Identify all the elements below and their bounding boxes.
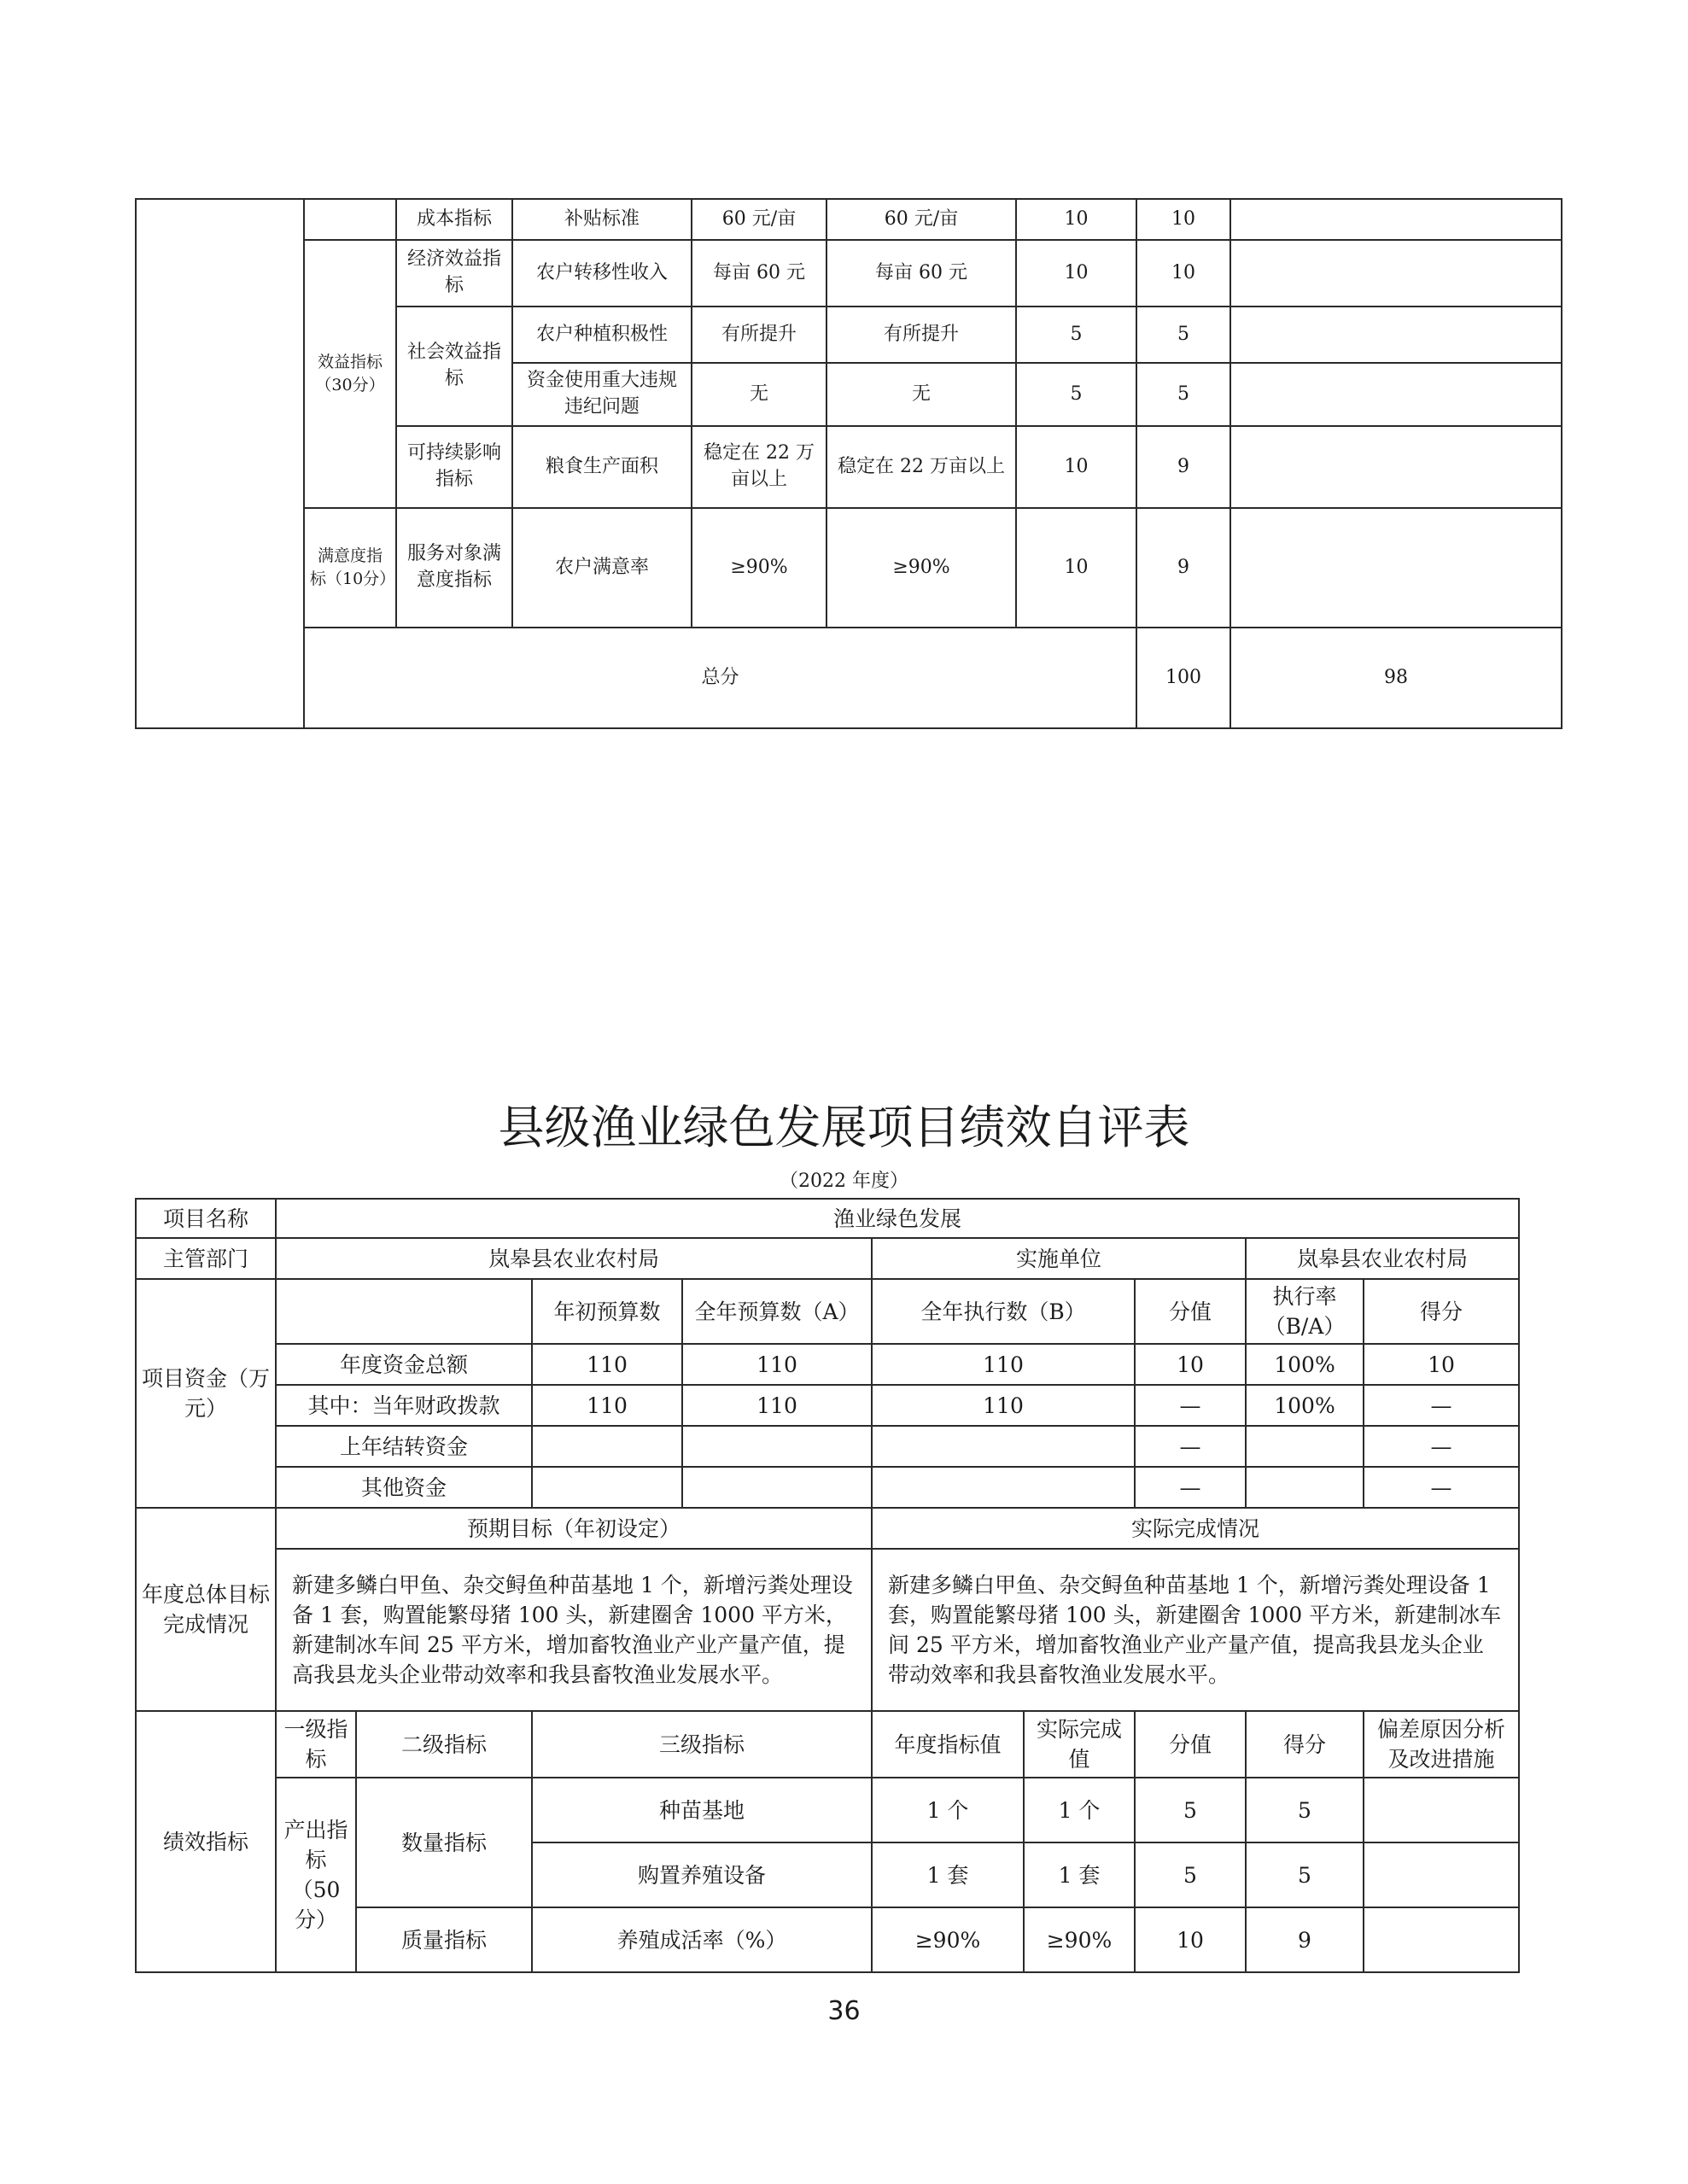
funds-cell: —: [1135, 1467, 1246, 1508]
funds-cell: —: [1364, 1426, 1519, 1467]
funds-cell: [1246, 1467, 1364, 1508]
evaluation-table-continued: [135, 198, 1562, 729]
page-number: 36: [827, 1996, 861, 2026]
perf-name: 购置养殖设备: [532, 1842, 872, 1907]
blank-cell: [136, 199, 304, 728]
indicator-name: 农户满意率: [512, 508, 692, 628]
funds-cell: [532, 1426, 682, 1467]
page-title: 县级渔业绿色发展项目绩效自评表: [498, 1101, 1190, 1154]
funds-row-name: 年度资金总额: [276, 1344, 532, 1385]
target-value: 无: [692, 363, 826, 426]
funds-cell: [872, 1426, 1135, 1467]
got-value: 10: [1136, 240, 1230, 307]
actual-label: 实际完成情况: [872, 1508, 1519, 1549]
actual-value: 有所提升: [826, 307, 1016, 363]
satisfaction-indicator-label: 满意度指标（10分）: [304, 508, 396, 628]
blank-cell: [304, 199, 396, 240]
table-row: [136, 1508, 1519, 1549]
funds-cell: 10: [1364, 1344, 1519, 1385]
table-row: [136, 1279, 1519, 1344]
funds-cell: 10: [1135, 1344, 1246, 1385]
funds-cell: 110: [872, 1385, 1135, 1426]
total-row: [136, 628, 1562, 728]
perf-level2: 质量指标: [356, 1907, 532, 1972]
funds-cell: [872, 1467, 1135, 1508]
indicator-level3: 服务对象满意度指标: [396, 508, 512, 628]
dept-label: 主管部门: [136, 1238, 276, 1279]
funds-cell: —: [1364, 1385, 1519, 1426]
perf-label: 绩效指标: [136, 1711, 276, 1972]
target-value: 每亩 60 元: [692, 240, 826, 307]
perf-score: 5: [1135, 1778, 1246, 1842]
perf-score: 5: [1135, 1842, 1246, 1907]
unit: 岚皋县农业农村局: [1246, 1238, 1519, 1279]
table-row: [136, 1385, 1519, 1426]
table-row: [136, 1467, 1519, 1508]
funds-cell: 110: [682, 1344, 872, 1385]
actual-value: 每亩 60 元: [826, 240, 1016, 307]
total-value: 100: [1136, 628, 1230, 728]
indicator-name: 农户转移性收入: [512, 240, 692, 307]
actual-text: 新建多鳞白甲鱼、杂交鲟鱼种苗基地 1 个，新增污粪处理设备 1 套，购置能繁母猪 100 头，新建圈舍 1000 平方米，新建制冰车间 25 平方米，增加畜牧渔业产业产量产值，提高我县龙头企业带动效率和我县畜牧渔业发展水平。: [872, 1549, 1519, 1711]
perf-actual: 1 套: [1024, 1842, 1135, 1907]
benefit-indicator-label: 效益指标（30分）: [304, 240, 396, 508]
perf-header: 二级指标: [356, 1711, 532, 1778]
table-row: [136, 199, 1562, 240]
table-row: [136, 1344, 1519, 1385]
funds-cell: 100%: [1246, 1385, 1364, 1426]
funds-cell: —: [1364, 1467, 1519, 1508]
table-row: [136, 1426, 1519, 1467]
expected-text: 新建多鳞白甲鱼、杂交鲟鱼种苗基地 1 个，新增污粪处理设备 1 套，购置能繁母猪 100 头，新建圈舍 1000 平方米，新建制冰车间 25 平方米，增加畜牧渔业产业产量产值，提高我县龙头企业带动效率和我县畜牧渔业发展水平。: [276, 1549, 872, 1711]
remark-cell: [1230, 363, 1562, 426]
table-row: [136, 240, 1562, 307]
unit-label: 实施单位: [872, 1238, 1246, 1279]
score-value: 10: [1016, 426, 1136, 508]
target-value: 60 元/亩: [692, 199, 826, 240]
score-value: 5: [1016, 363, 1136, 426]
funds-cell: 110: [872, 1344, 1135, 1385]
funds-cell: 100%: [1246, 1344, 1364, 1385]
funds-cell: [532, 1467, 682, 1508]
table-row: [136, 1238, 1519, 1279]
actual-value: 稳定在 22 万亩以上: [826, 426, 1016, 508]
perf-header: 分值: [1135, 1711, 1246, 1778]
indicator-level3: 可持续影响指标: [396, 426, 512, 508]
total-score: 98: [1230, 628, 1562, 728]
funds-cell: —: [1135, 1385, 1246, 1426]
perf-header: 得分: [1246, 1711, 1364, 1778]
perf-header: 实际完成值: [1024, 1711, 1135, 1778]
funds-header: 分值: [1135, 1279, 1246, 1344]
remark-cell: [1230, 426, 1562, 508]
table-row: [136, 1711, 1519, 1778]
perf-level1: 产出指标（50分）: [276, 1778, 356, 1972]
funds-cell: 110: [682, 1385, 872, 1426]
funds-cell: [682, 1467, 872, 1508]
perf-got: 5: [1246, 1778, 1364, 1842]
blank-cell: [276, 1279, 532, 1344]
funds-header: 得分: [1364, 1279, 1519, 1344]
perf-got: 9: [1246, 1907, 1364, 1972]
funds-header: 执行率（B/A）: [1246, 1279, 1364, 1344]
funds-header: 全年执行数（B）: [872, 1279, 1135, 1344]
indicator-level3: 经济效益指标: [396, 240, 512, 307]
indicator-level3: 成本指标: [396, 199, 512, 240]
funds-cell: [682, 1426, 872, 1467]
project-name: 渔业绿色发展: [276, 1199, 1519, 1238]
got-value: 9: [1136, 426, 1230, 508]
got-value: 5: [1136, 307, 1230, 363]
actual-value: 60 元/亩: [826, 199, 1016, 240]
perf-name: 种苗基地: [532, 1778, 872, 1842]
target-value: ≥90%: [692, 508, 826, 628]
goals-label: 年度总体目标完成情况: [136, 1508, 276, 1711]
perf-score: 10: [1135, 1907, 1246, 1972]
indicator-name: 农户种植积极性: [512, 307, 692, 363]
funds-cell: 110: [532, 1344, 682, 1385]
expected-label: 预期目标（年初设定）: [276, 1508, 872, 1549]
indicator-name: 资金使用重大违规违纪问题: [512, 363, 692, 426]
funds-header: 全年预算数（A）: [682, 1279, 872, 1344]
perf-target: ≥90%: [872, 1907, 1024, 1972]
perf-header: 年度指标值: [872, 1711, 1024, 1778]
perf-target: 1 套: [872, 1842, 1024, 1907]
score-value: 5: [1016, 307, 1136, 363]
funds-label: 项目资金（万元）: [136, 1279, 276, 1508]
perf-actual: ≥90%: [1024, 1907, 1135, 1972]
target-value: 有所提升: [692, 307, 826, 363]
funds-cell: [1246, 1426, 1364, 1467]
perf-level2: 数量指标: [356, 1778, 532, 1907]
project-name-label: 项目名称: [136, 1199, 276, 1238]
perf-header: 偏差原因分析及改进措施: [1364, 1711, 1519, 1778]
got-value: 5: [1136, 363, 1230, 426]
perf-target: 1 个: [872, 1778, 1024, 1842]
remark-cell: [1364, 1842, 1519, 1907]
table-row: [136, 1778, 1519, 1842]
score-value: 10: [1016, 508, 1136, 628]
funds-row-name: 其中：当年财政拨款: [276, 1385, 532, 1426]
actual-value: ≥90%: [826, 508, 1016, 628]
score-value: 10: [1016, 240, 1136, 307]
page-subtitle: （2022 年度）: [780, 1171, 908, 1192]
perf-name: 养殖成活率（%）: [532, 1907, 872, 1972]
funds-row-name: 上年结转资金: [276, 1426, 532, 1467]
funds-cell: —: [1135, 1426, 1246, 1467]
funds-cell: 110: [532, 1385, 682, 1426]
remark-cell: [1364, 1778, 1519, 1842]
perf-header: 一级指标: [276, 1711, 356, 1778]
score-value: 10: [1016, 199, 1136, 240]
remark-cell: [1230, 307, 1562, 363]
perf-actual: 1 个: [1024, 1778, 1135, 1842]
table-row: [136, 508, 1562, 628]
dept: 岚皋县农业农村局: [276, 1238, 872, 1279]
funds-row-name: 其他资金: [276, 1467, 532, 1508]
remark-cell: [1230, 240, 1562, 307]
remark-cell: [1364, 1907, 1519, 1972]
perf-got: 5: [1246, 1842, 1364, 1907]
indicator-level3: 社会效益指标: [396, 307, 512, 426]
table-row: [136, 1199, 1519, 1238]
actual-value: 无: [826, 363, 1016, 426]
funds-header: 年初预算数: [532, 1279, 682, 1344]
indicator-name: 粮食生产面积: [512, 426, 692, 508]
fishery-evaluation-table: [135, 1198, 1520, 1973]
perf-header: 三级指标: [532, 1711, 872, 1778]
target-value: 稳定在 22 万亩以上: [692, 426, 826, 508]
table-row: [136, 1549, 1519, 1711]
remark-cell: [1230, 199, 1562, 240]
got-value: 9: [1136, 508, 1230, 628]
indicator-name: 补贴标准: [512, 199, 692, 240]
total-label: 总分: [304, 628, 1136, 728]
remark-cell: [1230, 508, 1562, 628]
got-value: 10: [1136, 199, 1230, 240]
